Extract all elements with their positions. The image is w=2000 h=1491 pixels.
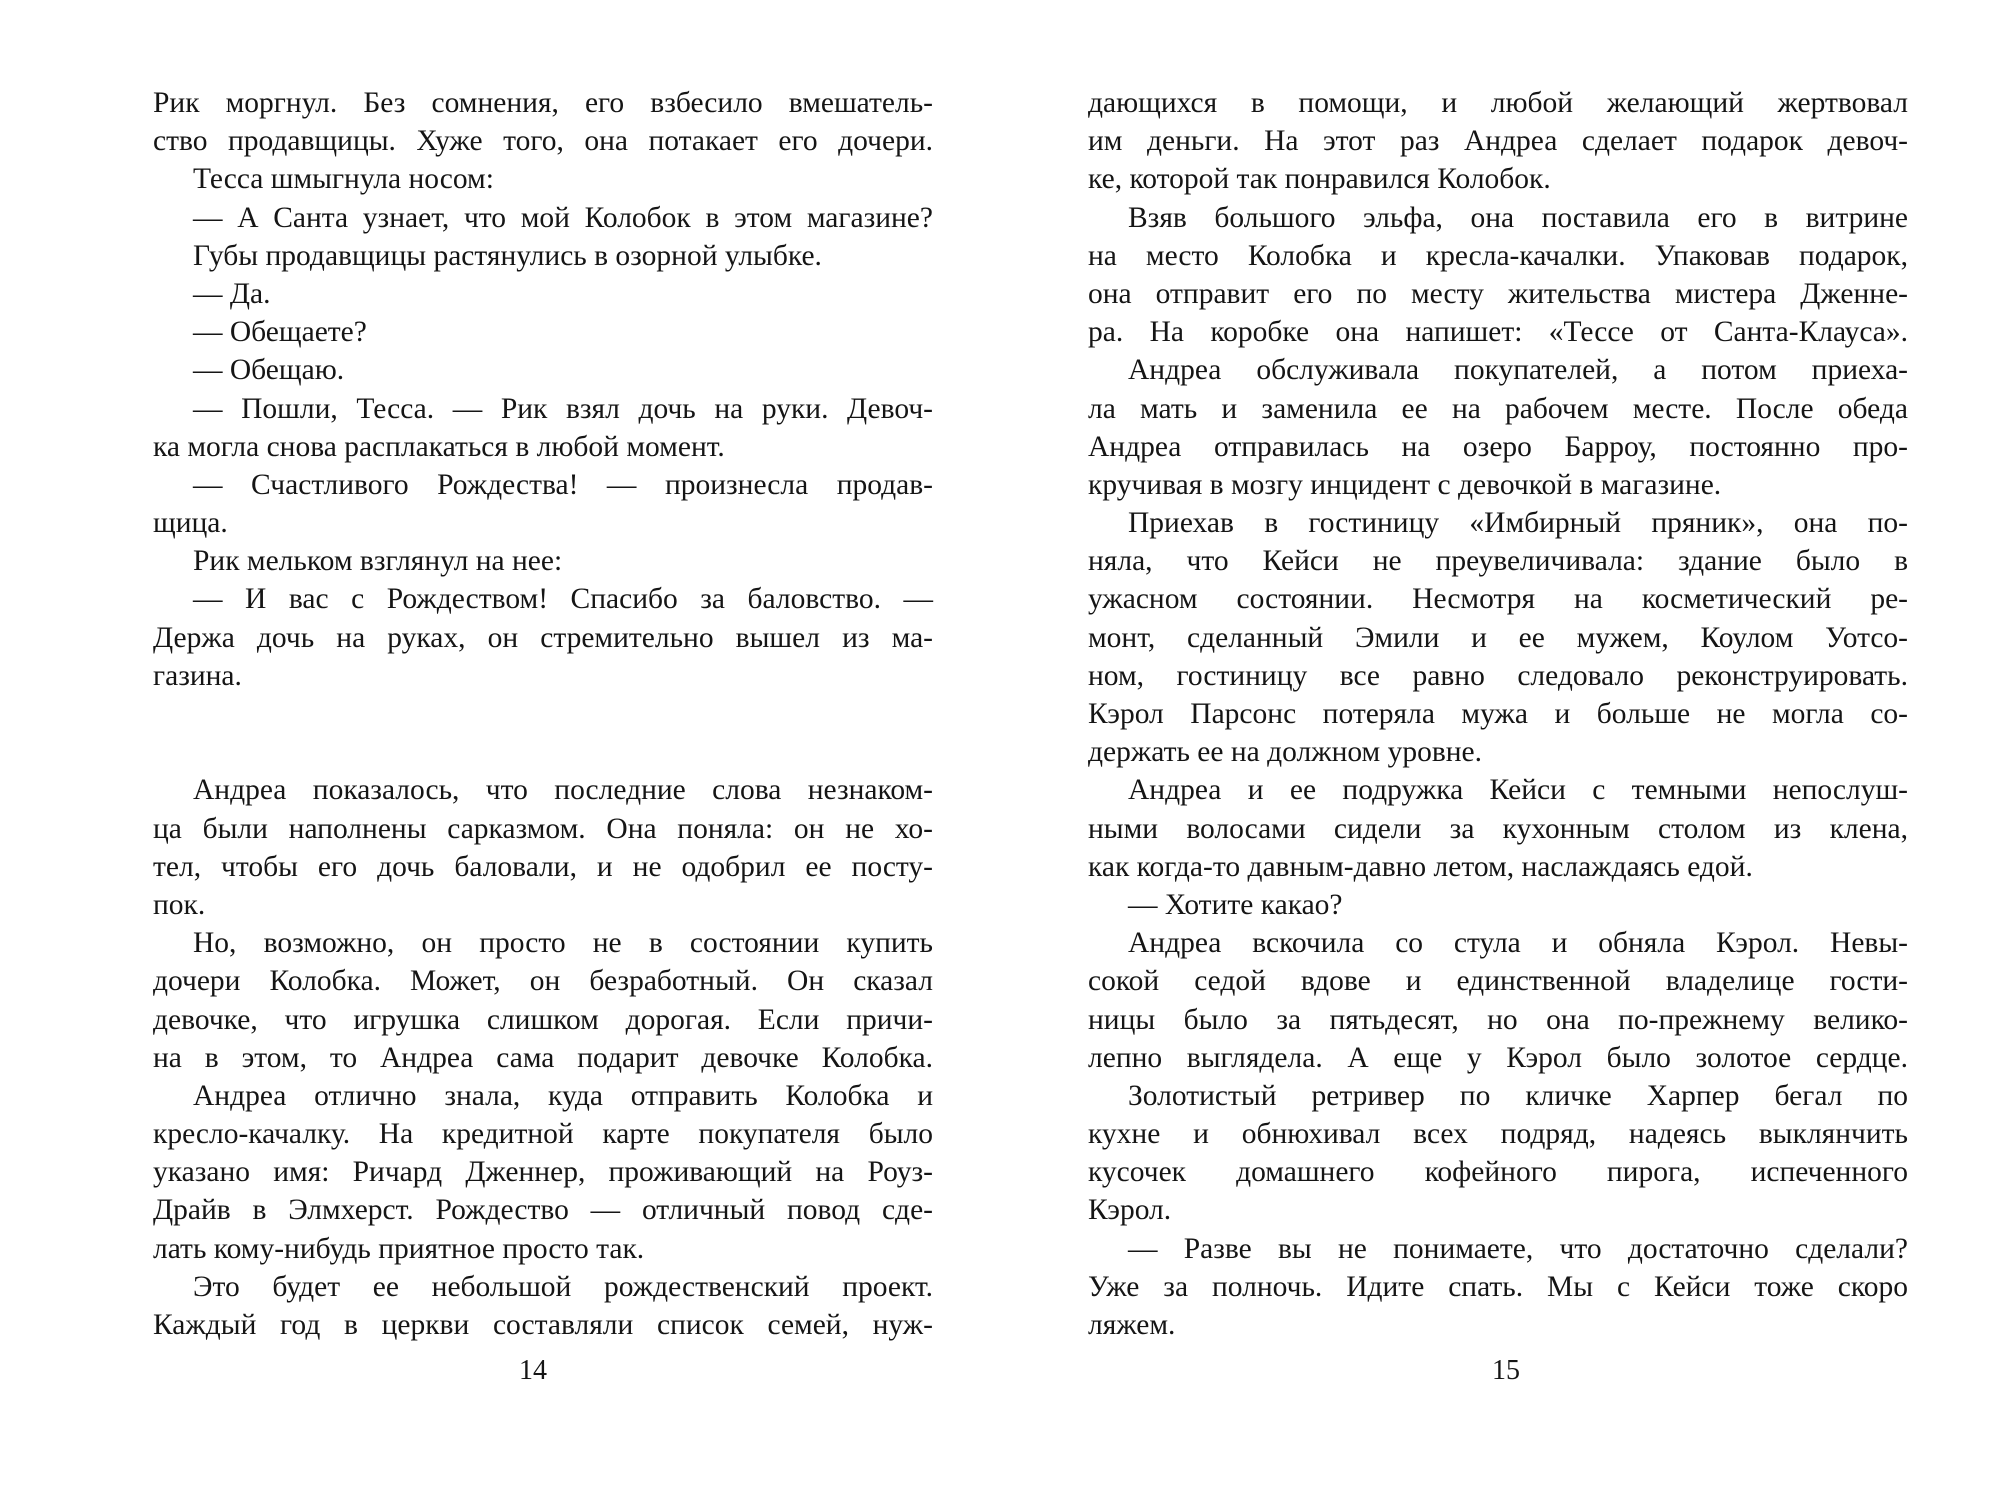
text-line: Андреа обслуживала покупателей, а потом приеха- <box>1128 354 1908 387</box>
text-line: на место Колобка и кресла-качалки. Упаковав подарок, <box>1088 239 1908 272</box>
text-line: ницы было за пятьдесят, но она по-прежнему велико- <box>1088 1003 1908 1036</box>
text-line: ла мать и заменила ее на рабочем месте. После обеда <box>1088 392 1908 425</box>
text-line: девочке, что игрушка слишком дорогая. Если причи- <box>153 1003 933 1036</box>
text-line: няла, что Кейси не преувеличивала: здание было в <box>1088 545 1908 578</box>
text-line: Драйв в Элмхерст. Рождество — отличный повод сде- <box>153 1194 933 1227</box>
section-break <box>153 695 933 771</box>
text-line: — Разве вы не понимаете, что достаточно сделали? <box>1128 1232 1908 1265</box>
text-line: кресло-качалку. На кредитной карте покупателя было <box>153 1118 933 1151</box>
text-line: лепно выглядела. А еще у Кэрол было золотое сердце. <box>1088 1041 1908 1074</box>
text-line: ство продавщицы. Хуже того, она потакает его дочери. <box>153 125 933 158</box>
text-line: она отправит его по месту жительства мистера Дженне- <box>1088 277 1908 310</box>
text-line: им деньги. На этот раз Андреа сделает подарок девоч- <box>1088 125 1908 158</box>
text-line: кухне и обнюхивал всех подряд, надеясь выклянчить <box>1088 1118 1908 1151</box>
text-line: Держа дочь на руках, он стремительно вышел из ма- <box>153 621 933 654</box>
text-line: на в этом, то Андреа сама подарит девочке Колобка. <box>153 1041 933 1074</box>
text-line: ка могла снова расплакаться в любой момент. <box>153 430 725 463</box>
text-line: Но, возможно, он просто не в состоянии купить <box>193 927 933 960</box>
text-line: Андреа вскочила со стула и обняла Кэрол. Невы- <box>1128 927 1908 960</box>
text-line: Андреа и ее подружка Кейси с темными непослуш- <box>1128 774 1908 807</box>
text-line: щица. <box>153 507 228 540</box>
text-line: Рик моргнул. Без сомнения, его взбесило вмешатель- <box>153 87 933 119</box>
text-line: ными волосами сидели за кухонным столом из клена, <box>1088 812 1908 845</box>
text-line: — Да. <box>193 277 271 310</box>
text-line: — Обещаете? <box>193 316 367 349</box>
text-line: Приехав в гостиницу «Имбирный пряник», она по- <box>1128 507 1908 540</box>
text-line: Это будет ее небольшой рождественский проект. <box>193 1270 933 1303</box>
text-line: сокой седой вдове и единственной владелице гости- <box>1088 965 1908 998</box>
text-line: Андреа отправилась на озеро Барроу, постоянно про- <box>1088 430 1908 463</box>
text-line: ляжем. <box>1088 1309 1176 1341</box>
text-line: Золотистый ретривер по кличке Харпер бегал по <box>1128 1079 1908 1112</box>
text-line: дочери Колобка. Может, он безработный. Он сказал <box>153 965 933 998</box>
text-line: Тесса шмыгнула носом: <box>193 163 494 196</box>
left-page-text <box>153 84 933 1344</box>
right-page <box>1088 84 1908 1384</box>
text-line: Кэрол Парсонс потеряла мужа и больше не могла со- <box>1088 698 1908 730</box>
text-line: — А Санта узнает, что мой Колобок в этом магазине? <box>193 201 933 234</box>
text-line: Андреа показалось, что последние слова незнаком- <box>193 774 933 807</box>
text-line: Губы продавщицы растянулись в озорной улыбке. <box>193 239 822 272</box>
text-line: Кэрол. <box>1088 1194 1172 1227</box>
text-line: газина. <box>153 659 242 692</box>
text-line: Уже за полночь. Идите спать. Мы с Кейси тоже скоро <box>1088 1270 1908 1303</box>
text-line: ном, гостиницу все равно следовало реконструировать. <box>1088 659 1908 692</box>
text-line: — Хотите какао? <box>1128 888 1343 921</box>
text-line: — Обещаю. <box>193 354 345 387</box>
text-line: Андреа отлично знала, куда отправить Колобка и <box>193 1079 933 1112</box>
text-line: как когда-то давным-давно летом, наслаждаясь едой. <box>1088 850 1753 883</box>
text-line: держать ее на должном уровне. <box>1088 736 1483 769</box>
text-line: указано имя: Ричард Дженнер, проживающий на Роуз- <box>153 1156 933 1189</box>
text-line: кручивая в мозгу инцидент с девочкой в магазине. <box>1088 468 1722 501</box>
text-line: Рик мельком взглянул на нее: <box>193 545 563 578</box>
text-line: кусочек домашнего кофейного пирога, испеченного <box>1088 1156 1908 1189</box>
text-line: — Пошли, Тесса. — Рик взял дочь на руки. Девоч- <box>193 392 933 425</box>
text-line: ца были наполнены сарказмом. Она поняла: он не хо- <box>153 812 933 845</box>
text-line: — Счастливого Рождества! — произнесла продав- <box>193 468 933 501</box>
text-line: дающихся в помощи, и любой желающий жертвовал <box>1088 87 1908 119</box>
page-number: 15 <box>1492 1355 1520 1386</box>
text-line: лать кому-нибудь приятное просто так. <box>153 1232 645 1265</box>
text-line: ра. На коробке она напишет: «Тессе от Санта-Клауса». <box>1088 316 1908 349</box>
text-line: — И вас с Рождеством! Спасибо за баловство. — <box>193 583 933 616</box>
text-line: монт, сделанный Эмили и ее мужем, Коулом Уотсо- <box>1088 621 1908 654</box>
text-line: тел, чтобы его дочь баловали, и не одобрил ее посту- <box>153 850 933 883</box>
text-line: ке, которой так понравился Колобок. <box>1088 163 1551 196</box>
text-line: Взяв большого эльфа, она поставила его в витрине <box>1128 201 1908 234</box>
page-number: 14 <box>519 1355 547 1386</box>
left-page <box>153 84 933 1384</box>
right-page-text <box>1088 84 1908 1344</box>
text-line: пок. <box>153 888 206 921</box>
text-line: Каждый год в церкви составляли список семей, нуж- <box>153 1309 933 1342</box>
text-line: ужасном состоянии. Несмотря на косметический ре- <box>1088 583 1908 616</box>
